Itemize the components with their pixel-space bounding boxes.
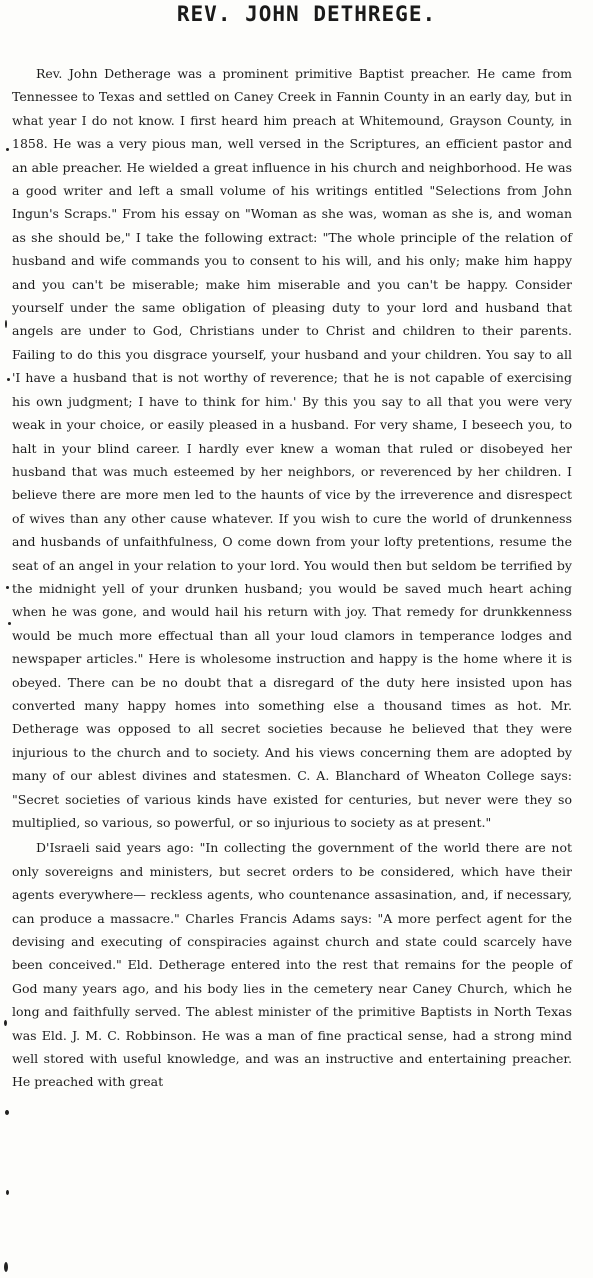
ink-speck: [4, 1262, 8, 1272]
ink-speck: [6, 586, 9, 589]
ink-speck: [7, 378, 10, 381]
article-paragraph: D'Israeli said years ago: "In collecting the government of the world there are not only sovereigns and ministers, but secret orders to be considered, which have their agents everywhere— reckless agents, who countenance assasination, and, if necessary, can produce a massacre." Charles Francis Adams says: "A more perfect agent for the devising and executing of conspiracies against church and state could scarcely have been conceived." Eld. Detherage entered into the rest that remains for the people of God many years ago, and his body lies in the cemetery near Caney Church, which he long and faithfully served. The ablest minister of the primitive Baptists in North Texas was Eld. J. M. C. Robbinson. He was a man of fine practical sense, had a strong mind well stored with useful knowledge, and was an instructive and entertaining preacher. He preached with great: [12, 840, 572, 1090]
ink-speck: [6, 1190, 9, 1195]
ink-speck: [6, 148, 9, 151]
ink-speck: [5, 320, 7, 328]
left-margin-specks: [0, 0, 16, 1278]
article-title: REV. JOHN DETHREGE.: [176, 2, 437, 26]
ink-speck: [5, 1110, 9, 1115]
article-body: [12, 62, 572, 1094]
ink-speck: [4, 1020, 7, 1026]
article-paragraph: Rev. John Detherage was a prominent primitive Baptist preacher. He came from Tennessee to Texas and settled on Caney Creek in Fannin County in an early day, but in what year I do not know. I first heard him preach at Whitemound, Grayson County, in 1858. He was a very pious man, well versed in the Scriptures, an efficient pastor and an able preacher. He wielded a great influence in his church and neighborhood. He was a good writer and left a small volume of his writings entitled "Selections from John Ingun's Scraps." From his essay on "Woman as she was, woman as she is, and woman as she should be," I take the following extract: "The whole principle of the relation of husband and wife commands you to consent to his will, and his only; make him happy and you can't be miserable; make him miserable and you can't be happy. Consider yourself under the same obligation of pleasing duty to your lord and husband that angels are under to God, Christians under to Christ and children to their parents. Failing to do this you disgrace yourself, your husband and your children. You say to all 'I have a husband that is not worthy of reverence; that he is not capable of exercising his own judgment; I have to think for him.' By this you say to all that you were very weak in your choice, or easily pleased in a husband. For very shame, I beseech you, to halt in your blind career. I hardly ever knew a woman that ruled or disobeyed her husband that was much esteemed by her neighbors, or reverenced by her children. I believe there are more men led to the haunts of vice by the irreverence and disrespect of wives than any other cause whatever. If you wish to cure the world of drunkenness and husbands of unfaithfulness, O come down from your lofty pretentions, resume the seat of an angel in your relation to your lord. You would then but seldom be terrified by the midnight yell of your drunken husband; you would be saved much heart aching when he was gone, and would hail his return with joy. That remedy for drunkkenness would be much more effectual than all your loud clamors in temperance lodges and newspaper articles." Here is wholesome instruction and happy is the home where it is obeyed. There can be no doubt that a disregard of the duty here insisted upon has converted many happy homes into something else a thousand times as hot. Mr. Detherage was opposed to all secret societies because he believed that they were injurious to the church and to society. And his views concerning them are adopted by many of our ablest divines and statesmen. C. A. Blanchard of Wheaton College says: "Secret societies of various kinds have existed for centuries, but never were they so multiplied, so various, so powerful, or so injurious to society as at present.": [12, 66, 572, 830]
ink-speck: [8, 622, 11, 625]
